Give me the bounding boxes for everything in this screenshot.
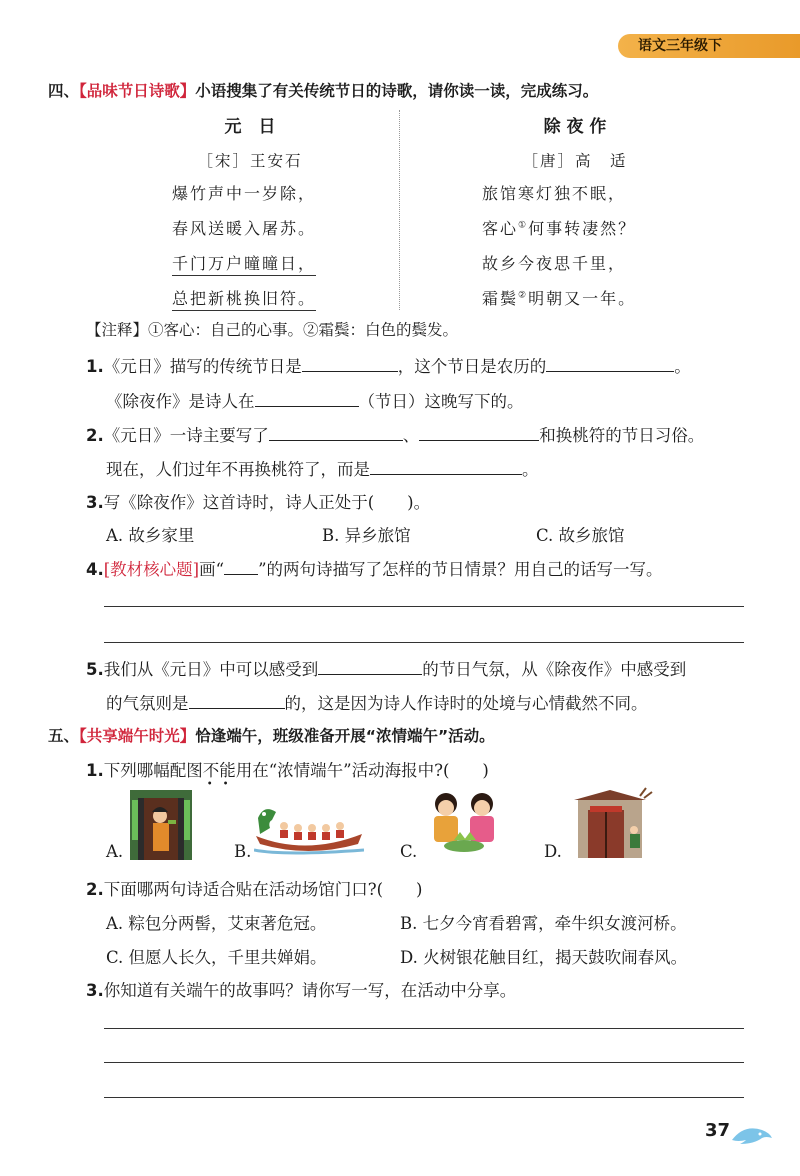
section-text: 小语搜集了有关传统节日的诗歌，请你读一读，完成练习。 xyxy=(195,82,599,100)
section-number: 五、 xyxy=(48,727,80,745)
image-option-c[interactable] xyxy=(424,788,504,862)
part-1-question: 1.下列哪幅配图不能 •• 用在“浓情端午”活动海报中?( ) xyxy=(86,761,489,790)
writing-line[interactable] xyxy=(104,1062,744,1063)
page-number: 37 xyxy=(705,1120,731,1141)
image-option-d[interactable] xyxy=(570,786,654,862)
image-option-c-label[interactable]: C. xyxy=(400,842,418,861)
poem-divider xyxy=(399,110,400,310)
dolphin-icon xyxy=(728,1122,776,1152)
poem-option-b[interactable]: B. 七夕今宵看碧霄，牵牛织女渡河桥。 xyxy=(400,914,687,933)
poem-line: 春风送暖入屠苏。 xyxy=(172,219,317,238)
writing-line[interactable] xyxy=(104,606,744,607)
answer-blank[interactable] xyxy=(419,426,539,441)
question-3: 3.写《除夜作》这首诗时，诗人正处于( )。 xyxy=(86,493,431,512)
poem-line-underlined: 总把新桃换旧符。 xyxy=(172,289,316,311)
section-text: 恰逢端午，班级准备开展“浓情端午”活动。 xyxy=(195,727,495,745)
poem-title: 元 日 xyxy=(224,117,276,137)
question-1: 1.《元日》描写的传统节日是 ，这个节日是农历的 。 xyxy=(86,357,691,376)
poem-chuyezuo xyxy=(460,112,690,309)
image-option-b[interactable] xyxy=(254,796,364,860)
part-3-question: 3.你知道有关端午的故事吗？请你写一写，在活动中分享。 xyxy=(86,981,517,1000)
door-girl-image xyxy=(130,790,192,860)
emphasis-dots: 不能 •• xyxy=(202,761,239,790)
poem-option-a[interactable]: A. 粽包分两髻，艾束著危冠。 xyxy=(106,914,327,933)
dragon-boat-image xyxy=(254,796,364,856)
option-c[interactable]: C. 故乡旅馆 xyxy=(536,526,625,545)
question-4: 4.[教材核心题]画“ ”的两句诗描写了怎样的节日情景？用自己的话写一写。 xyxy=(86,560,663,579)
answer-blank[interactable] xyxy=(189,694,285,709)
section-number: 四、 xyxy=(48,82,80,100)
section-tag: 【品味节日诗歌】 xyxy=(79,82,196,100)
answer-blank[interactable] xyxy=(224,560,258,575)
section-5-heading xyxy=(48,724,495,746)
writing-line[interactable] xyxy=(104,1028,744,1029)
image-option-a-label[interactable]: A. xyxy=(106,842,124,861)
image-option-b-label[interactable]: B. xyxy=(234,842,252,861)
poem-notes: 【注释】①客心：自己的心事。②霜鬓：白色的鬓发。 xyxy=(86,321,459,339)
poem-option-d[interactable]: D. 火树银花触目红，揭天鼓吹闹春风。 xyxy=(400,948,688,967)
question-2-line2: 现在，人们过年不再换桃符了，而是 。 xyxy=(106,460,539,479)
question-5-line2: 的气氛则是 的，这是因为诗人作诗时的处境与心情截然不同。 xyxy=(106,694,648,713)
poem-line: 霜鬓②明朝又一年。 xyxy=(482,289,637,308)
poem-yuanri xyxy=(150,112,350,309)
section-4-heading xyxy=(48,79,598,101)
poem-author: ［唐］高 适 xyxy=(522,152,628,170)
writing-line[interactable] xyxy=(104,642,744,643)
poem-line: 客心①何事转凄然？ xyxy=(482,219,637,238)
poem-line: 爆竹声中一岁除， xyxy=(172,184,317,203)
children-zongzi-image xyxy=(424,788,504,858)
grade-tag: 语文三年级下 xyxy=(618,34,800,58)
part-2-question: 2.下面哪两句诗适合贴在活动场馆门口?( ) xyxy=(86,880,423,899)
poem-line-underlined: 千门万户曈曈日， xyxy=(172,254,316,276)
answer-blank[interactable] xyxy=(255,392,359,407)
poem-line: 旅馆寒灯独不眠， xyxy=(482,184,627,203)
poem-line: 故乡今夜思千里， xyxy=(482,254,627,273)
poem-option-c[interactable]: C. 但愿人长久，千里共婵娟。 xyxy=(106,948,327,967)
question-1-line2: 《除夜作》是诗人在 （节日）这晚写下的。 xyxy=(106,392,524,411)
poem-author: ［宋］王安石 xyxy=(197,152,303,170)
question-5: 5.我们从《元日》中可以感受到 的节日气氛，从《除夜作》中感受到 xyxy=(86,660,687,679)
image-option-a[interactable] xyxy=(130,790,192,864)
question-2: 2.《元日》一诗主要写了 、 和换桃符的节日习俗。 xyxy=(86,426,705,445)
writing-line[interactable] xyxy=(104,1097,744,1098)
answer-blank[interactable] xyxy=(269,426,403,441)
section-tag: 【共享端午时光】 xyxy=(79,727,196,745)
image-option-d-label[interactable]: D. xyxy=(544,842,562,861)
answer-blank[interactable] xyxy=(302,357,398,372)
poem-title: 除 夜 作 xyxy=(543,117,607,137)
answer-blank[interactable] xyxy=(318,660,422,675)
house-door-image xyxy=(570,786,654,858)
answer-blank[interactable] xyxy=(370,460,522,475)
option-b[interactable]: B. 异乡旅馆 xyxy=(322,526,411,545)
option-a[interactable]: A. 故乡家里 xyxy=(106,526,195,545)
answer-blank[interactable] xyxy=(546,357,674,372)
